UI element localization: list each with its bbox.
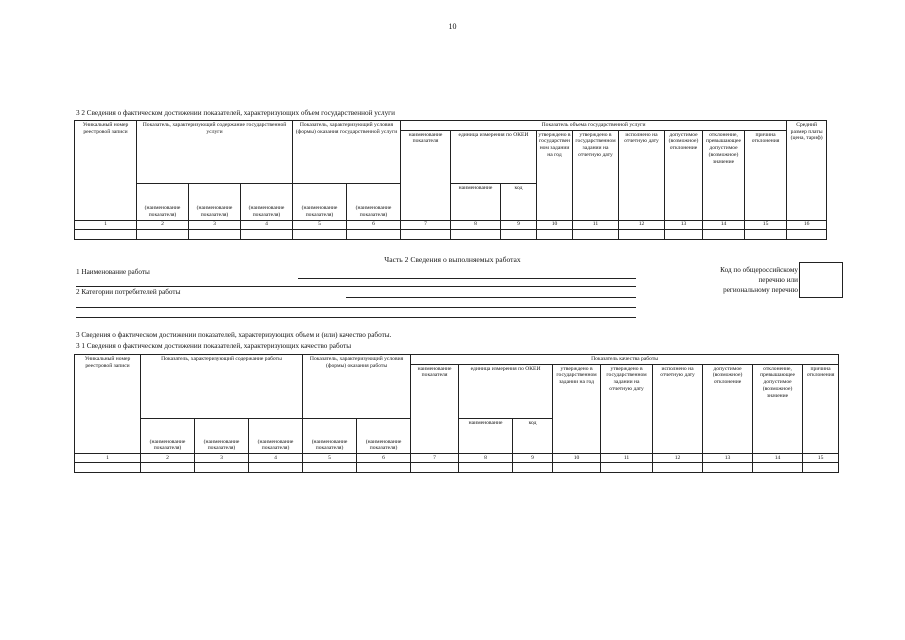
header-conditions-indicator: Показатель, характеризующий условия (формы) оказания государственной услуги [293,121,401,184]
table-cell[interactable] [703,463,753,473]
table-cell[interactable] [753,463,803,473]
column-number: 15 [745,220,787,229]
header-name: наименование показателя [401,130,451,220]
table-cell[interactable] [745,229,787,239]
header-allowed-deviation: допустимое (возможное) отклонение [665,130,703,220]
section-3-title: 3 Сведения о фактическом достижении показателей, характеризующих объем и (или) качество работы. [76,331,392,339]
header-indicator-name: (наименование показателя) [347,183,401,220]
column-number: 1 [75,454,141,463]
header-avg-fee: Средний размер платы (цена, тариф) [787,121,827,221]
column-number: 11 [573,220,619,229]
work-name-label: 1 Наименование работы [76,268,150,276]
header-unique-number: Уникальный номер реестровой записи [75,121,137,221]
column-number: 4 [249,454,303,463]
header-approved-year: утверждено в государственном задании на год [537,130,573,220]
column-number: 13 [703,454,753,463]
header-indicator-name: (наименование показателя) [241,183,293,220]
table-row [75,229,827,239]
part-2-title: Часть 2 Сведения о выполняемых работах [384,255,521,264]
header-indicator-name: (наименование показателя) [303,419,357,454]
header-quality-indicator: Показатель качества работы [411,355,839,365]
header-unit-name: наименование [451,183,501,220]
header-indicator-name: (наименование показателя) [357,419,411,454]
table-cell[interactable] [653,463,703,473]
table-cell[interactable] [249,463,303,473]
column-number: 6 [357,454,411,463]
header-exceeding-deviation: отклонение, превышающее допустимое (возможное) значение [703,130,745,220]
header-deviation-reason: причина отклонения [803,364,839,453]
header-name: наименование показателя [411,364,459,453]
consumers-line-3[interactable] [76,317,636,318]
header-indicator-name: (наименование показателя) [249,419,303,454]
column-number: 5 [293,220,347,229]
column-number: 1 [75,220,137,229]
table-cell[interactable] [601,463,653,473]
table-cell[interactable] [787,229,827,239]
table-cell[interactable] [619,229,665,239]
section-3-2-title: 3 2 Сведения о фактическом достижении показателей, характеризующих объем государственной услуги [76,109,395,117]
work-name-line[interactable] [298,278,636,279]
table-cell[interactable] [537,229,573,239]
table-cell[interactable] [75,229,137,239]
section-3-1-title: 3 1 Сведения о фактическом достижении показателей, характеризующих качество работы [76,342,352,350]
header-indicator-name: (наименование показателя) [137,183,189,220]
column-number: 3 [189,220,241,229]
header-allowed-deviation: допустимое (возможное) отклонение [703,364,753,453]
column-number: 8 [451,220,501,229]
page-number: 10 [448,22,457,31]
column-number: 9 [501,220,537,229]
header-volume-indicator: Показатель объема государственной услуги [401,121,787,131]
column-number: 11 [601,454,653,463]
table-cell[interactable] [665,229,703,239]
header-conditions-indicator: Показатель, характеризующий условия (формы) оказания работы [303,355,411,419]
header-approved-year: утверждено в государственном задании на год [553,364,601,453]
column-number: 2 [137,220,189,229]
table-cell[interactable] [703,229,745,239]
work-name-line-2[interactable] [76,286,636,287]
column-number: 4 [241,220,293,229]
header-exceeding-deviation: отклонение, превышающее допустимое (возможное) значение [753,364,803,453]
table-cell[interactable] [357,463,411,473]
column-number: 2 [141,454,195,463]
table-cell[interactable] [137,229,189,239]
column-number: 7 [411,454,459,463]
header-deviation-reason: причина отклонения [745,130,787,220]
table-cell[interactable] [501,229,537,239]
table-cell[interactable] [141,463,195,473]
header-unit-name: наименование [459,419,513,454]
column-number: 12 [653,454,703,463]
header-approved-date: утверждено в государственном задании на отчетную дату [601,364,653,453]
column-number: 12 [619,220,665,229]
table-cell[interactable] [459,463,513,473]
column-number: 6 [347,220,401,229]
header-indicator-name: (наименование показателя) [195,419,249,454]
table-cell[interactable] [573,229,619,239]
table-cell[interactable] [75,463,141,473]
column-number: 14 [753,454,803,463]
table-cell[interactable] [195,463,249,473]
code-label-3: региональному перечню [723,286,798,294]
column-number: 13 [665,220,703,229]
table-cell[interactable] [411,463,459,473]
column-number: 5 [303,454,357,463]
column-number: 3 [195,454,249,463]
code-box[interactable] [799,262,843,298]
header-unit-code: код [501,183,537,220]
header-unit: единица измерения по ОКЕИ [459,364,553,418]
code-label-1: Код по общероссийскому [720,266,798,274]
table-cell[interactable] [401,229,451,239]
column-number: 15 [803,454,839,463]
consumers-line[interactable] [346,297,636,298]
consumers-line-2[interactable] [76,307,636,308]
header-executed: исполнено на отчетную дату [653,364,703,453]
column-number: 7 [401,220,451,229]
table-cell[interactable] [189,229,241,239]
header-content-indicator: Показатель, характеризующий содержание государственной услуги [137,121,293,184]
table-cell[interactable] [553,463,601,473]
column-number: 9 [513,454,553,463]
column-number: 8 [459,454,513,463]
header-approved-date: утверждено в государственном задании на отчетную дату [573,130,619,220]
consumers-label: 2 Категории потребителей работы [76,288,181,296]
table-cell[interactable] [451,229,501,239]
header-executed: исполнено на отчетную дату [619,130,665,220]
table-row [75,463,839,473]
header-indicator-name: (наименование показателя) [293,183,347,220]
header-unit-code: код [513,419,553,454]
column-number: 16 [787,220,827,229]
volume-indicators-table [74,120,827,240]
table-cell[interactable] [803,463,839,473]
table-cell[interactable] [293,229,347,239]
header-content-indicator: Показатель, характеризующий содержание работы [141,355,303,419]
header-indicator-name: (наименование показателя) [141,419,195,454]
code-label-2: перечню или [758,276,798,284]
header-unique-number: Уникальный номер реестровой записи [75,355,141,454]
header-indicator-name: (наименование показателя) [189,183,241,220]
quality-indicators-table [74,354,839,473]
table-cell[interactable] [513,463,553,473]
table-cell[interactable] [303,463,357,473]
column-number: 14 [703,220,745,229]
column-number: 10 [537,220,573,229]
header-unit: единица измерения по ОКЕИ [451,130,537,183]
table-cell[interactable] [347,229,401,239]
table-cell[interactable] [241,229,293,239]
column-number: 10 [553,454,601,463]
